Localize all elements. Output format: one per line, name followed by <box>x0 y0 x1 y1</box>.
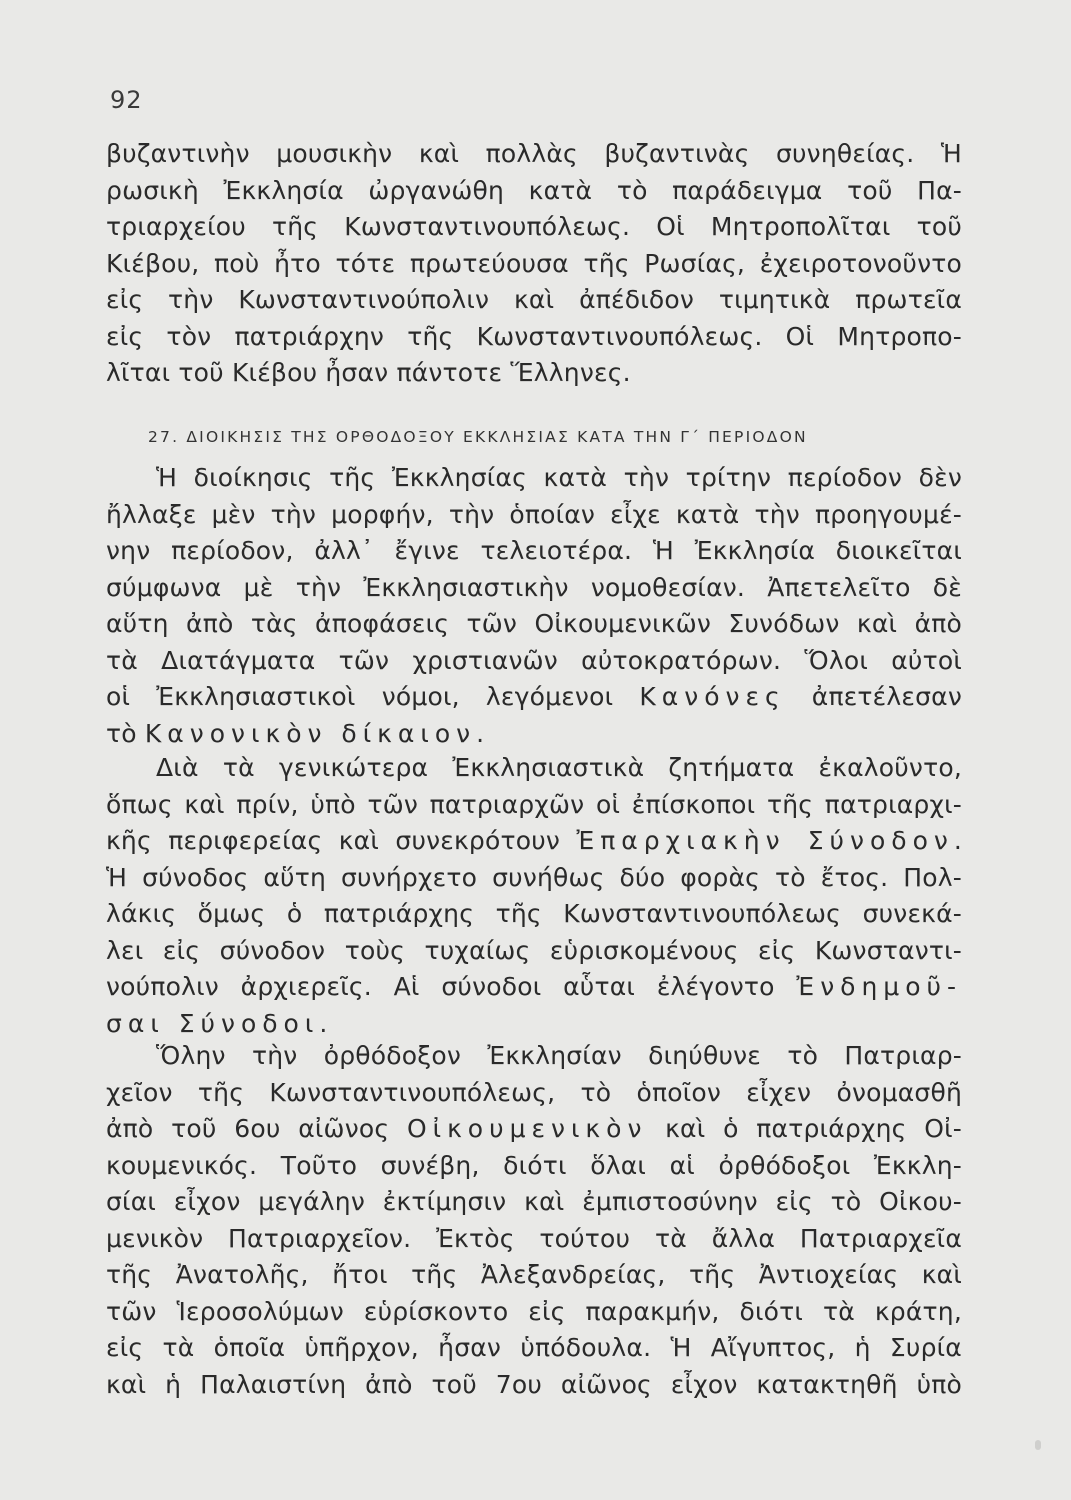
text-line: Κιέβου, ποὺ ἦτο τότε πρωτεύουσα τῆς Ρωσίας, ἐχειροτονοῦντο <box>106 248 962 278</box>
text-line <box>106 679 962 716</box>
text-fragment: . <box>476 718 485 748</box>
text-fragment: τὸ <box>106 718 145 748</box>
text-line: εἰς τὸν πατριάρχην τῆς Κωνσταντινουπόλεως. Οἱ Μητροπο- <box>106 321 962 351</box>
paragraph-3 <box>106 1038 962 1403</box>
text-line <box>106 1111 962 1148</box>
text-line: τριαρχείου τῆς Κωνσταντινουπόλεως. Οἱ Μητροπολῖται τοῦ <box>106 212 962 241</box>
text-line: κουμενικός. Τοῦτο συνέβη, διότι ὅλαι αἱ ὀρθόδοξοι Ἐκκλη- <box>106 1150 962 1180</box>
text-line: νην περίοδον, ἀλλ᾽ ἔγινε τελειοτέρα. Ἡ Ἐκκλησία διοικεῖται <box>106 536 962 565</box>
text-line <box>106 1006 962 1043</box>
text-line: τὰ Διατάγματα τῶν χριστιανῶν αὐτοκρατόρων. Ὅλοι αὐτοὶ <box>106 645 962 675</box>
paragraph-1 <box>106 460 962 752</box>
text-line <box>106 969 962 1006</box>
text-line <box>106 823 962 860</box>
spaced-term: Κανόνες <box>639 682 786 711</box>
spaced-term: Ἐπαρχιακὴν Σύνοδον <box>576 826 954 855</box>
text-line: Ὅλην τὴν ὀρθόδοξον Ἐκκλησίαν διηύθυνε τὸ Πατριαρ- <box>156 1041 962 1070</box>
text-line: σύμφωνα μὲ τὴν Ἐκκλησιαστικὴν νομοθεσίαν. Ἀπετελεῖτο δὲ <box>106 572 962 602</box>
text-line: Διὰ τὰ γενικώτερα Ἐκκλησιαστικὰ ζητήματα ἐκαλοῦντο, <box>156 753 962 782</box>
text-line: αὕτη ἀπὸ τὰς ἀποφάσεις τῶν Οἰκουμενικῶν Συνόδων καὶ ἀπὸ <box>106 609 962 638</box>
text-fragment: ἀπετέλεσαν <box>785 682 962 711</box>
text-line: σίαι εἶχον μεγάλην ἐκτίμησιν καὶ ἐμπιστοσύνην εἰς τὸ Οἰκου- <box>106 1187 962 1216</box>
text-line <box>106 716 962 753</box>
text-line: τῶν Ἱεροσολύμων εὑρίσκοντο εἰς παρακμήν, διότι τὰ κράτη, <box>106 1296 962 1326</box>
section-heading: 27. ΔΙΟΙΚΗΣΙΣ ΤΗΣ ΟΡΘΟΔΟΞΟΥ ΕΚΚΛΗΣΙΑΣ ΚΑΤΑ ΤΗΝ Γ΄ ΠΕΡΙΟΔΟΝ <box>148 428 808 446</box>
text-line: Ἡ σύνοδος αὕτη συνήρχετο συνήθως δύο φορὰς τὸ ἔτος. Πολ- <box>106 862 962 892</box>
text-line: Ἡ διοίκησις τῆς Ἐκκλησίας κατὰ τὴν τρίτην περίοδον δὲν <box>156 463 962 492</box>
text-fragment: οἱ Ἐκκλησιαστικοὶ νόμοι, λεγόμενοι <box>106 682 640 711</box>
spaced-term: σαι Σύνοδοι <box>106 1008 320 1038</box>
text-line: ἤλλαξε μὲν τὴν μορφήν, τὴν ὁποίαν εἶχε κατὰ τὴν προηγουμέ- <box>106 499 962 529</box>
text-line: χεῖον τῆς Κωνσταντινουπόλεως, τὸ ὁποῖον εἶχεν ὀνομασθῆ <box>106 1077 962 1107</box>
spaced-term: Ἐνδημοῦ- <box>796 972 962 1001</box>
text-line: λάκις ὅμως ὁ πατριάρχης τῆς Κωνσταντινουπόλεως συνεκά- <box>106 899 962 928</box>
text-fragment: ἀπὸ τοῦ 6ου αἰῶνος <box>106 1114 407 1143</box>
text-line: μενικὸν Πατριαρχεῖον. Ἐκτὸς τούτου τὰ ἄλλα Πατριαρχεῖα <box>106 1223 962 1253</box>
paragraph-top <box>106 136 962 392</box>
text-line: τῆς Ἀνατολῆς, ἤτοι τῆς Ἀλεξανδρείας, τῆς Ἀντιοχείας καὶ <box>106 1260 962 1289</box>
text-fragment: . <box>953 826 962 855</box>
text-line: λει εἰς σύνοδον τοὺς τυχαίως εὑρισκομένους εἰς Κωνσταντι- <box>106 935 962 965</box>
spaced-term: Οἰκουμενικὸν <box>406 1114 648 1143</box>
text-fragment: νούπολιν ἀρχιερεῖς. Αἱ σύνοδοι αὗται ἐλέγοντο <box>106 972 797 1001</box>
text-line: βυζαντινὴν μουσικὴν καὶ πολλὰς βυζαντινὰς συνηθείας. Ἡ <box>106 139 962 168</box>
scan-artifact <box>1035 1440 1041 1450</box>
text-line: εἰς τὰ ὁποῖα ὑπῆρχον, ἦσαν ὑπόδουλα. Ἡ Αἴγυπτος, ἡ Συρία <box>106 1333 962 1362</box>
page-number: 92 <box>110 86 143 114</box>
text-fragment: . <box>319 1008 328 1038</box>
text-fragment: κῆς περιφερείας καὶ συνεκρότουν <box>106 826 577 855</box>
spaced-term: Κανονικὸν δίκαιον <box>144 718 477 748</box>
text-line: ὅπως καὶ πρίν, ὑπὸ τῶν πατριαρχῶν οἱ ἐπίσκοποι τῆς πατριαρχι- <box>106 789 962 819</box>
text-fragment: καὶ ὁ πατριάρχης Οἰ- <box>647 1114 962 1143</box>
paragraph-2 <box>106 750 962 1042</box>
text-line: εἰς τὴν Κωνσταντινούπολιν καὶ ἀπέδιδον τιμητικὰ πρωτεῖα <box>106 285 962 314</box>
text-line: ρωσικὴ Ἐκκλησία ὠργανώθη κατὰ τὸ παράδειγμα τοῦ Πα- <box>106 175 962 205</box>
text-line: καὶ ἡ Παλαιστίνη ἀπὸ τοῦ 7ου αἰῶνος εἶχον κατακτηθῆ ὑπὸ <box>106 1369 962 1399</box>
text-line: λῖται τοῦ Κιέβου ἦσαν πάντοτε Ἕλληνες. <box>106 358 631 387</box>
